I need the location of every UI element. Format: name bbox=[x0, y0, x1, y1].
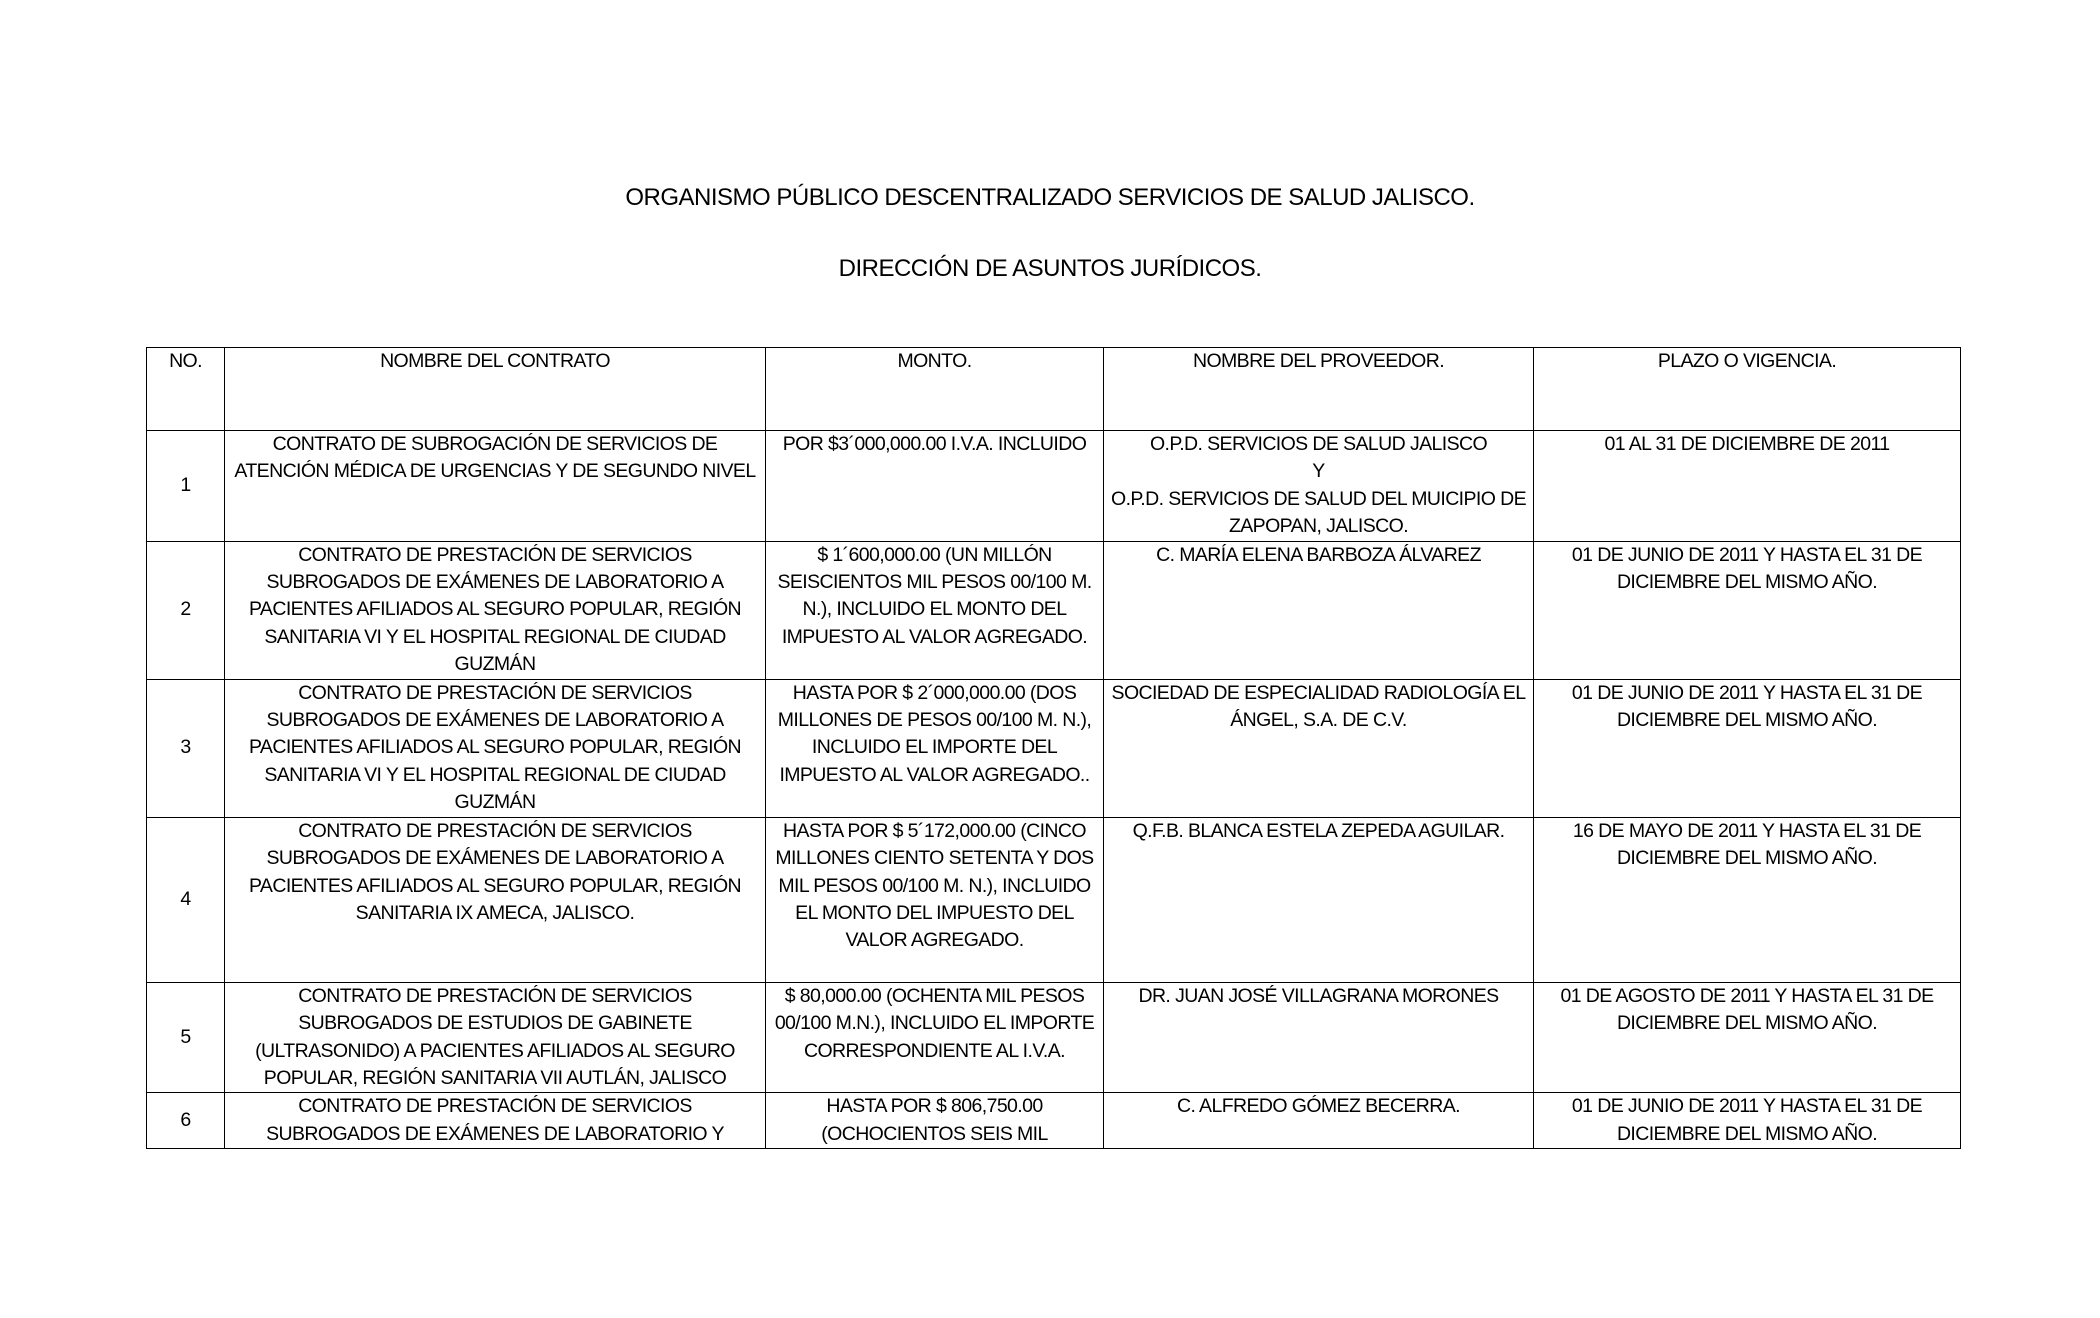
provider-line: O.P.D. SERVICIOS DE SALUD DEL MUICIPIO DE ZAPOPAN, JALISCO. bbox=[1111, 487, 1526, 538]
contract-name: CONTRATO DE PRESTACIÓN DE SERVICIOS SUBROGADOS DE EXÁMENES DE LABORATORIO A PACIENTES AFILIADOS AL SEGURO POPULAR, REGIÓN SANITARIA IX AMECA, JALISCO. bbox=[225, 817, 766, 982]
provider-name bbox=[1104, 431, 1534, 542]
contract-name: CONTRATO DE PRESTACIÓN DE SERVICIOS SUBROGADOS DE ESTUDIOS DE GABINETE (ULTRASONIDO) A PACIENTES AFILIADOS AL SEGURO POPULAR, REGIÓN SANITARIA VII AUTLÁN, JALISCO bbox=[225, 982, 766, 1093]
column-header-amount: MONTO. bbox=[766, 348, 1104, 431]
contract-amount: $ 1´600,000.00 (UN MILLÓN SEISCIENTOS MIL PESOS 00/100 M. N.), INCLUIDO EL MONTO DEL IMPUESTO AL VALOR AGREGADO. bbox=[766, 541, 1104, 679]
row-number: 2 bbox=[147, 541, 225, 679]
contract-amount: $ 80,000.00 (OCHENTA MIL PESOS 00/100 M.N.), INCLUIDO EL IMPORTE CORRESPONDIENTE AL I.V.A. bbox=[766, 982, 1104, 1093]
column-header-provider: NOMBRE DEL PROVEEDOR. bbox=[1104, 348, 1534, 431]
contract-term: 01 DE JUNIO DE 2011 Y HASTA EL 31 DE DICIEMBRE DEL MISMO AÑO. bbox=[1534, 679, 1961, 817]
contract-term: 01 DE JUNIO DE 2011 Y HASTA EL 31 DE DICIEMBRE DEL MISMO AÑO. bbox=[1534, 541, 1961, 679]
table-row bbox=[147, 679, 1961, 817]
provider-name: DR. JUAN JOSÉ VILLAGRANA MORONES bbox=[1104, 982, 1534, 1093]
row-number: 5 bbox=[147, 982, 225, 1093]
contract-term: 16 DE MAYO DE 2011 Y HASTA EL 31 DE DICIEMBRE DEL MISMO AÑO. bbox=[1534, 817, 1961, 982]
contract-term: 01 AL 31 DE DICIEMBRE DE 2011 bbox=[1534, 431, 1961, 542]
table-row bbox=[147, 431, 1961, 542]
contract-amount: HASTA POR $ 5´172,000.00 (CINCO MILLONES CIENTO SETENTA Y DOS MIL PESOS 00/100 M. N.), INCLUIDO EL MONTO DEL IMPUESTO DEL VALOR AGREGADO. bbox=[766, 817, 1104, 982]
provider-name: Q.F.B. BLANCA ESTELA ZEPEDA AGUILAR. bbox=[1104, 817, 1534, 982]
table-row bbox=[147, 541, 1961, 679]
column-header-contract: NOMBRE DEL CONTRATO bbox=[225, 348, 766, 431]
table-row bbox=[147, 817, 1961, 982]
contract-amount: POR $3´000,000.00 I.V.A. INCLUIDO bbox=[766, 431, 1104, 542]
contract-amount: HASTA POR $ 2´000,000.00 (DOS MILLONES DE PESOS 00/100 M. N.), INCLUIDO EL IMPORTE DEL IMPUESTO AL VALOR AGREGADO.. bbox=[766, 679, 1104, 817]
provider-line: Y bbox=[1312, 460, 1325, 483]
contract-name: CONTRATO DE PRESTACIÓN DE SERVICIOS SUBROGADOS DE EXÁMENES DE LABORATORIO A PACIENTES AFILIADOS AL SEGURO POPULAR, REGIÓN SANITARIA VI Y EL HOSPITAL REGIONAL DE CIUDAD GUZMÁN bbox=[225, 541, 766, 679]
contract-name: CONTRATO DE PRESTACIÓN DE SERVICIOS SUBROGADOS DE EXÁMENES DE LABORATORIO A PACIENTES AFILIADOS AL SEGURO POPULAR, REGIÓN SANITARIA VI Y EL HOSPITAL REGIONAL DE CIUDAD GUZMÁN bbox=[225, 679, 766, 817]
contract-term: 01 DE JUNIO DE 2011 Y HASTA EL 31 DE DICIEMBRE DEL MISMO AÑO. bbox=[1534, 1093, 1961, 1149]
row-number: 3 bbox=[147, 679, 225, 817]
row-number: 1 bbox=[147, 431, 225, 542]
document-title: ORGANISMO PÚBLICO DESCENTRALIZADO SERVICIOS DE SALUD JALISCO. bbox=[625, 184, 1475, 211]
contract-term: 01 DE AGOSTO DE 2011 Y HASTA EL 31 DE DICIEMBRE DEL MISMO AÑO. bbox=[1534, 982, 1961, 1093]
column-header-term: PLAZO O VIGENCIA. bbox=[1534, 348, 1961, 431]
row-number: 6 bbox=[147, 1093, 225, 1149]
table-row bbox=[147, 1093, 1961, 1149]
row-number: 4 bbox=[147, 817, 225, 982]
contract-name: CONTRATO DE PRESTACIÓN DE SERVICIOS SUBROGADOS DE EXÁMENES DE LABORATORIO Y bbox=[225, 1093, 766, 1149]
provider-name: C. ALFREDO GÓMEZ BECERRA. bbox=[1104, 1093, 1534, 1149]
contracts-table bbox=[146, 347, 1961, 1149]
provider-line: O.P.D. SERVICIOS DE SALUD JALISCO bbox=[1149, 433, 1488, 455]
contract-amount: HASTA POR $ 806,750.00 (OCHOCIENTOS SEIS MIL bbox=[766, 1093, 1104, 1149]
document-subtitle: DIRECCIÓN DE ASUNTOS JURÍDICOS. bbox=[838, 255, 1262, 282]
contract-name: CONTRATO DE SUBROGACIÓN DE SERVICIOS DE ATENCIÓN MÉDICA DE URGENCIAS Y DE SEGUNDO NIVEL bbox=[225, 431, 766, 542]
column-header-no: NO. bbox=[147, 348, 225, 431]
provider-name: C. MARÍA ELENA BARBOZA ÁLVAREZ bbox=[1104, 541, 1534, 679]
provider-name: SOCIEDAD DE ESPECIALIDAD RADIOLOGÍA EL ÁNGEL, S.A. DE C.V. bbox=[1104, 679, 1534, 817]
table-row bbox=[147, 982, 1961, 1093]
table-header-row bbox=[147, 348, 1961, 431]
